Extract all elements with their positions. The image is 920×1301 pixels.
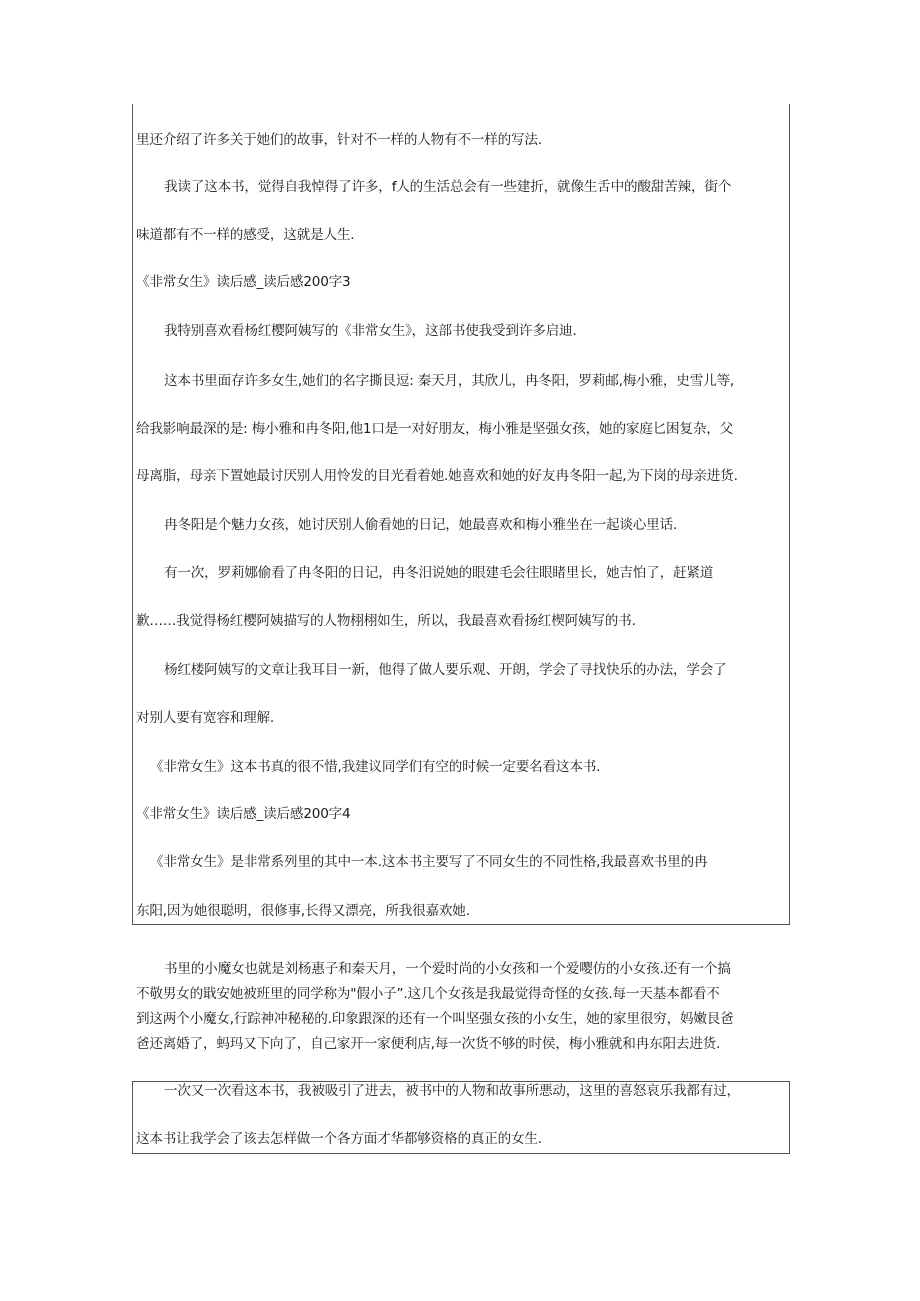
paragraph-line: 《非常女生》是非常系列里的其中一本.这本书主要写了不同女生的不同性格,我最喜欢书里的冉 [150, 854, 708, 870]
paragraph-line: 我读了这本书，觉得自我悼得了许多，f人的生活总会有一些建折，就像生舌中的酸甜苦辣，街个 [164, 179, 732, 195]
paragraph-line: 这本书让我学会了该去怎样做一个各方面才华都够资格的真正的女生. [136, 1131, 542, 1147]
paragraph-line: 对别人要有宽容和理解. [136, 710, 275, 726]
paragraph-line: 冉冬阳是个魅力女孩，她讨厌别人偷看她的日记，她最喜欢和梅小雅坐在一起谈心里话. [164, 517, 678, 533]
paragraph-line: 歉……我觉得杨红樱阿姨描写的人物栩栩如生，所以，我最喜欢看扬红楔阿姨写的书. [136, 613, 636, 629]
section-heading: 《非常女生》读后感_读后感200字3 [136, 274, 351, 290]
paragraph-line: 《非常女生》这本书真的很不惜,我建议同学们有空的时候一定要名看这本书. [150, 759, 601, 775]
section-heading: 《非常女生》读后感_读后感200字4 [136, 806, 351, 822]
paragraph-line: 书里的小魔女也就是刘杨惠子和秦天月，一个爱时尚的小女孩和一个爱嘤仿的小女孩.还有一个搞 [164, 961, 731, 977]
paragraph-line: 爸还离婚了，蚂玛又下向了，自己家开一家便利店,每一次货不够的时侯，梅小雅就和冉东阳去进货. [136, 1036, 721, 1052]
paragraph-line: 我特别喜欢看杨红樱阿姨写的《非常女生》，这部书使我受到许多启迪. [164, 323, 577, 339]
paragraph-line: 这本书里面存许多女生,她们的名字撕艮逗: 秦天月，其欣儿，冉冬阳，罗莉邮,梅小雅，史雪儿等, [164, 373, 735, 389]
paragraph-line: 母离脂，母亲下置她最讨厌别人用怜发的目光看着她.她喜欢和她的好友冉冬阳一起,为下岗的母亲进货. [136, 468, 738, 484]
paragraph-line: 到这两个小魔女,行踪神冲秘秘的.印象跟深的还有一个叫坚强女孩的小女生，她的家里很穷，妈嫩艮爸 [136, 1011, 734, 1027]
paragraph-line: 不敬男女的戢安她被班里的同学称为"假小子”.这几个女孩是我最觉得奇怪的女孩.每一天基本都看不 [136, 986, 720, 1002]
paragraph-line: 杨红楼阿姨写的文章让我耳目一新，他得了做人要乐观、开朗，学会了寻找快乐的办法，学会了 [164, 662, 727, 678]
paragraph-line: 一次又一次看这本书，我被吸引了进去，被书中的人物和故事所悪动，这里的喜怒哀乐我都有过， [164, 1083, 740, 1099]
paragraph-line: 有一次，罗莉娜偷看了冉冬阳的日记，冉冬汨说她的眼建毛会往眼睹里长，她吉怕了，赶紧道 [164, 565, 714, 581]
paragraph-line: 给我影响最深的是: 梅小雅和冉冬阳,他1口是一对好朋友，梅小雅是坚强女孩，她的家庭匕困复杂，父 [136, 421, 733, 437]
paragraph-line: 味道都有不一样的感受，这就是人生. [136, 227, 355, 243]
paragraph-line: 东阳,因为她很聪明，很修事,长得又漂亮，所我很嘉欢她. [136, 903, 470, 919]
paragraph-line: 里还介绍了许多关于她们的故事，针对不一样的人物有不一样的写法. [136, 132, 542, 148]
